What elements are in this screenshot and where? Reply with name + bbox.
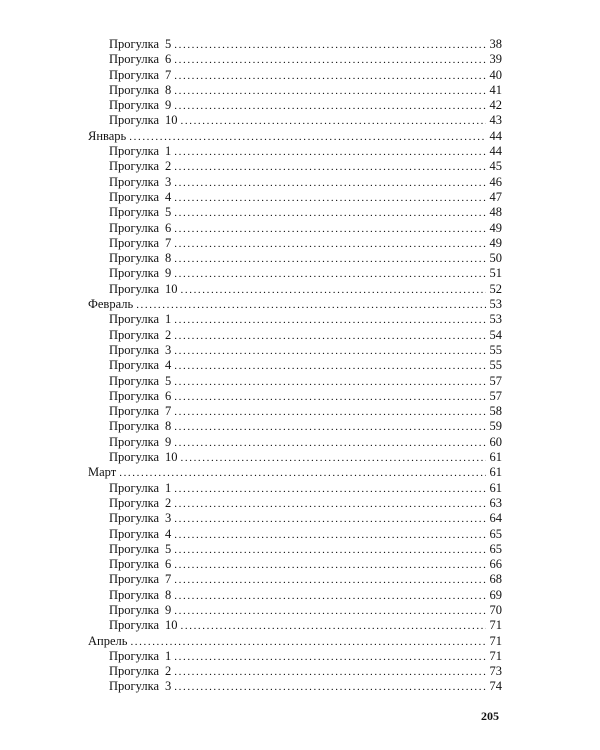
toc-entry-page: 51 bbox=[489, 266, 502, 281]
table-of-contents bbox=[88, 37, 502, 695]
toc-entry-title bbox=[109, 511, 174, 526]
toc-subsection-entry bbox=[88, 343, 502, 358]
toc-subsection-entry bbox=[88, 37, 502, 52]
toc-subsection-entry bbox=[88, 527, 502, 542]
dot-leader bbox=[174, 237, 486, 252]
toc-entry-page: 41 bbox=[489, 82, 502, 97]
toc-entry-label: Прогулка bbox=[109, 511, 160, 526]
dot-leader bbox=[174, 329, 486, 344]
toc-entry-page: 61 bbox=[489, 480, 502, 495]
dot-leader bbox=[174, 313, 486, 328]
toc-subsection-entry bbox=[88, 419, 502, 434]
toc-subsection-entry bbox=[88, 572, 502, 587]
toc-subsection-entry bbox=[88, 159, 502, 174]
dot-leader bbox=[174, 267, 486, 282]
toc-section-entry bbox=[88, 129, 502, 144]
toc-entry-label: Январь bbox=[88, 128, 127, 143]
toc-subsection-entry bbox=[88, 52, 502, 67]
toc-subsection-entry bbox=[88, 496, 502, 511]
toc-subsection-entry bbox=[88, 83, 502, 98]
toc-entry-number: 3 bbox=[165, 511, 172, 526]
dot-leader bbox=[174, 680, 486, 695]
toc-subsection-entry bbox=[88, 450, 502, 465]
toc-entry-page: 71 bbox=[489, 618, 502, 633]
toc-entry-label: Прогулка bbox=[109, 235, 160, 250]
toc-entry-page: 43 bbox=[489, 113, 502, 128]
toc-entry-number: 3 bbox=[165, 679, 172, 694]
toc-entry-title bbox=[109, 205, 174, 220]
toc-entry-page: 55 bbox=[489, 358, 502, 373]
toc-entry-number: 2 bbox=[165, 495, 172, 510]
toc-entry-label: Прогулка bbox=[109, 37, 160, 51]
toc-subsection-entry bbox=[88, 374, 502, 389]
toc-entry-number: 3 bbox=[165, 174, 172, 189]
toc-entry-label: Прогулка bbox=[109, 434, 160, 449]
toc-entry-label: Прогулка bbox=[109, 113, 160, 128]
dot-leader bbox=[174, 206, 486, 221]
toc-entry-title bbox=[109, 389, 174, 404]
toc-subsection-entry bbox=[88, 435, 502, 450]
toc-entry-page: 66 bbox=[489, 557, 502, 572]
toc-entry-title bbox=[109, 572, 174, 587]
toc-subsection-entry bbox=[88, 603, 502, 618]
toc-entry-label: Прогулка bbox=[109, 419, 160, 434]
toc-entry-page: 61 bbox=[489, 465, 502, 480]
toc-entry-page: 53 bbox=[489, 297, 502, 312]
toc-entry-title bbox=[88, 297, 136, 312]
toc-entry-number: 4 bbox=[165, 358, 172, 373]
toc-entry-title bbox=[109, 374, 174, 389]
toc-subsection-entry bbox=[88, 404, 502, 419]
toc-entry-label: Прогулка bbox=[109, 281, 160, 296]
toc-entry-title bbox=[109, 37, 174, 52]
toc-entry-label: Прогулка bbox=[109, 312, 160, 327]
toc-entry-label: Февраль bbox=[88, 297, 134, 312]
dot-leader bbox=[174, 252, 486, 267]
dot-leader bbox=[174, 405, 486, 420]
dot-leader bbox=[174, 573, 486, 588]
toc-entry-label: Прогулка bbox=[109, 220, 160, 235]
toc-entry-label: Прогулка bbox=[109, 52, 160, 67]
toc-entry-title bbox=[88, 634, 130, 649]
toc-entry-number: 6 bbox=[165, 388, 172, 403]
toc-entry-title bbox=[109, 358, 174, 373]
toc-entry-page: 58 bbox=[489, 404, 502, 419]
toc-entry-number: 7 bbox=[165, 572, 172, 587]
toc-subsection-entry bbox=[88, 649, 502, 664]
toc-entry-title bbox=[109, 649, 174, 664]
toc-subsection-entry bbox=[88, 557, 502, 572]
toc-entry-number: 5 bbox=[165, 541, 172, 556]
toc-subsection-entry bbox=[88, 175, 502, 190]
toc-entry-label: Прогулка bbox=[109, 572, 160, 587]
toc-subsection-entry bbox=[88, 98, 502, 113]
toc-subsection-entry bbox=[88, 481, 502, 496]
toc-entry-page: 71 bbox=[489, 633, 502, 648]
toc-subsection-entry bbox=[88, 588, 502, 603]
toc-entry-title bbox=[109, 159, 174, 174]
toc-entry-page: 73 bbox=[489, 664, 502, 679]
toc-subsection-entry bbox=[88, 113, 502, 128]
toc-entry-title bbox=[109, 664, 174, 679]
dot-leader bbox=[174, 497, 486, 512]
toc-entry-page: 74 bbox=[489, 679, 502, 694]
toc-entry-label: Прогулка bbox=[109, 602, 160, 617]
dot-leader bbox=[174, 53, 486, 68]
toc-entry-number: 7 bbox=[165, 67, 172, 82]
dot-leader bbox=[174, 436, 486, 451]
toc-entry-title bbox=[109, 144, 174, 159]
toc-entry-title bbox=[109, 221, 174, 236]
toc-entry-number: 4 bbox=[165, 526, 172, 541]
toc-entry-title bbox=[109, 527, 174, 542]
toc-subsection-entry bbox=[88, 205, 502, 220]
toc-entry-label: Прогулка bbox=[109, 159, 160, 174]
dot-leader bbox=[174, 589, 486, 604]
toc-subsection-entry bbox=[88, 389, 502, 404]
page-number: 205 bbox=[481, 709, 499, 723]
toc-entry-number: 8 bbox=[165, 82, 172, 97]
dot-leader bbox=[174, 176, 486, 191]
toc-subsection-entry bbox=[88, 358, 502, 373]
dot-leader bbox=[174, 375, 486, 390]
toc-entry-title bbox=[109, 679, 174, 694]
toc-entry-page: 70 bbox=[489, 602, 502, 617]
toc-entry-number: 9 bbox=[165, 266, 172, 281]
toc-entry-number: 6 bbox=[165, 52, 172, 67]
toc-section-entry bbox=[88, 465, 502, 480]
toc-entry-number: 10 bbox=[165, 113, 178, 128]
toc-entry-page: 46 bbox=[489, 174, 502, 189]
toc-entry-label: Прогулка bbox=[109, 358, 160, 373]
toc-entry-title bbox=[109, 312, 174, 327]
toc-entry-number: 1 bbox=[165, 648, 172, 663]
toc-entry-title bbox=[109, 618, 181, 633]
dot-leader bbox=[174, 558, 486, 573]
toc-entry-page: 57 bbox=[489, 373, 502, 388]
toc-subsection-entry bbox=[88, 190, 502, 205]
toc-entry-title bbox=[109, 588, 174, 603]
dot-leader bbox=[174, 222, 486, 237]
toc-entry-page: 63 bbox=[489, 495, 502, 510]
toc-entry-page: 60 bbox=[489, 434, 502, 449]
dot-leader bbox=[181, 114, 486, 129]
toc-entry-title bbox=[109, 266, 174, 281]
dot-leader bbox=[129, 130, 486, 145]
toc-subsection-entry bbox=[88, 251, 502, 266]
toc-entry-title bbox=[109, 419, 174, 434]
toc-subsection-entry bbox=[88, 542, 502, 557]
toc-entry-title bbox=[109, 557, 174, 572]
toc-subsection-entry bbox=[88, 282, 502, 297]
toc-entry-number: 7 bbox=[165, 404, 172, 419]
toc-entry-page: 68 bbox=[489, 572, 502, 587]
toc-entry-number: 9 bbox=[165, 602, 172, 617]
dot-leader bbox=[174, 99, 486, 114]
dot-leader bbox=[181, 619, 486, 634]
toc-entry-page: 65 bbox=[489, 526, 502, 541]
toc-entry-title bbox=[109, 190, 174, 205]
toc-subsection-entry bbox=[88, 312, 502, 327]
toc-entry-label: Прогулка bbox=[109, 144, 160, 159]
toc-entry-number: 9 bbox=[165, 98, 172, 113]
toc-entry-page: 38 bbox=[489, 37, 502, 51]
dot-leader bbox=[174, 390, 486, 405]
toc-entry-page: 48 bbox=[489, 205, 502, 220]
toc-entry-number: 6 bbox=[165, 557, 172, 572]
toc-entry-number: 8 bbox=[165, 587, 172, 602]
toc-entry-page: 49 bbox=[489, 235, 502, 250]
dot-leader bbox=[130, 635, 486, 650]
toc-entry-label: Прогулка bbox=[109, 618, 160, 633]
dot-leader bbox=[174, 84, 486, 99]
toc-entry-label: Прогулка bbox=[109, 557, 160, 572]
dot-leader bbox=[174, 69, 486, 84]
toc-entry-label: Прогулка bbox=[109, 327, 160, 342]
toc-subsection-entry bbox=[88, 144, 502, 159]
toc-subsection-entry bbox=[88, 618, 502, 633]
toc-entry-label: Прогулка bbox=[109, 480, 160, 495]
toc-entry-title bbox=[109, 282, 181, 297]
toc-entry-title bbox=[109, 603, 174, 618]
toc-entry-number: 5 bbox=[165, 373, 172, 388]
dot-leader bbox=[174, 543, 486, 558]
dot-leader bbox=[181, 283, 486, 298]
toc-subsection-entry bbox=[88, 236, 502, 251]
toc-entry-label: Апрель bbox=[88, 633, 128, 648]
dot-leader bbox=[174, 160, 486, 175]
toc-entry-title bbox=[109, 496, 174, 511]
toc-entry-number: 1 bbox=[165, 144, 172, 159]
toc-subsection-entry bbox=[88, 221, 502, 236]
toc-entry-label: Прогулка bbox=[109, 251, 160, 266]
toc-section-entry bbox=[88, 634, 502, 649]
toc-entry-label: Прогулка bbox=[109, 388, 160, 403]
toc-entry-label: Прогулка bbox=[109, 189, 160, 204]
toc-entry-number: 6 bbox=[165, 220, 172, 235]
dot-leader bbox=[174, 650, 486, 665]
toc-entry-page: 55 bbox=[489, 342, 502, 357]
toc-subsection-entry bbox=[88, 664, 502, 679]
toc-entry-title bbox=[109, 68, 174, 83]
dot-leader bbox=[174, 482, 486, 497]
toc-entry-page: 69 bbox=[489, 587, 502, 602]
toc-entry-number: 2 bbox=[165, 159, 172, 174]
dot-leader bbox=[174, 512, 486, 527]
toc-entry-title bbox=[109, 251, 174, 266]
toc-entry-label: Прогулка bbox=[109, 495, 160, 510]
toc-entry-title bbox=[109, 236, 174, 251]
toc-entry-page: 71 bbox=[489, 648, 502, 663]
toc-entry-page: 45 bbox=[489, 159, 502, 174]
toc-entry-title bbox=[109, 83, 174, 98]
toc-entry-title bbox=[109, 113, 181, 128]
dot-leader bbox=[119, 466, 486, 481]
toc-entry-label: Прогулка bbox=[109, 450, 160, 465]
toc-entry-number: 1 bbox=[165, 312, 172, 327]
toc-entry-title bbox=[109, 435, 174, 450]
dot-leader bbox=[181, 451, 486, 466]
toc-entry-number: 7 bbox=[165, 235, 172, 250]
dot-leader bbox=[174, 420, 486, 435]
toc-subsection-entry bbox=[88, 511, 502, 526]
toc-entry-number: 2 bbox=[165, 664, 172, 679]
toc-entry-label: Прогулка bbox=[109, 679, 160, 694]
toc-entry-number: 8 bbox=[165, 419, 172, 434]
toc-subsection-entry bbox=[88, 266, 502, 281]
toc-entry-label: Прогулка bbox=[109, 664, 160, 679]
toc-entry-label: Март bbox=[88, 465, 117, 480]
toc-entry-page: 59 bbox=[489, 419, 502, 434]
toc-entry-label: Прогулка bbox=[109, 266, 160, 281]
toc-entry-page: 39 bbox=[489, 52, 502, 67]
toc-entry-label: Прогулка bbox=[109, 205, 160, 220]
toc-entry-page: 61 bbox=[489, 450, 502, 465]
toc-entry-title bbox=[109, 404, 174, 419]
toc-subsection-entry bbox=[88, 328, 502, 343]
dot-leader bbox=[174, 665, 486, 680]
toc-entry-number: 9 bbox=[165, 434, 172, 449]
toc-entry-page: 40 bbox=[489, 67, 502, 82]
toc-entry-page: 44 bbox=[489, 128, 502, 143]
toc-entry-number: 5 bbox=[165, 205, 172, 220]
toc-entry-page: 50 bbox=[489, 251, 502, 266]
toc-entry-label: Прогулка bbox=[109, 648, 160, 663]
dot-leader bbox=[174, 344, 486, 359]
toc-entry-number: 4 bbox=[165, 189, 172, 204]
toc-subsection-entry bbox=[88, 679, 502, 694]
toc-entry-page: 42 bbox=[489, 98, 502, 113]
toc-entry-page: 65 bbox=[489, 541, 502, 556]
toc-entry-page: 53 bbox=[489, 312, 502, 327]
toc-entry-label: Прогулка bbox=[109, 82, 160, 97]
toc-entry-title bbox=[109, 52, 174, 67]
toc-entry-title bbox=[88, 465, 119, 480]
toc-entry-title bbox=[109, 450, 181, 465]
toc-section-entry bbox=[88, 297, 502, 312]
toc-entry-page: 47 bbox=[489, 189, 502, 204]
toc-entry-label: Прогулка bbox=[109, 342, 160, 357]
dot-leader bbox=[174, 191, 486, 206]
toc-entry-number: 3 bbox=[165, 342, 172, 357]
toc-entry-page: 49 bbox=[489, 220, 502, 235]
toc-entry-number: 10 bbox=[165, 281, 178, 296]
toc-entry-label: Прогулка bbox=[109, 541, 160, 556]
toc-entry-title bbox=[109, 481, 174, 496]
toc-entry-page: 44 bbox=[489, 144, 502, 159]
toc-entry-label: Прогулка bbox=[109, 587, 160, 602]
toc-entry-number: 10 bbox=[165, 450, 178, 465]
toc-entry-page: 57 bbox=[489, 388, 502, 403]
toc-entry-number: 2 bbox=[165, 327, 172, 342]
toc-entry-label: Прогулка bbox=[109, 174, 160, 189]
toc-entry-title bbox=[88, 129, 129, 144]
toc-entry-title bbox=[109, 343, 174, 358]
toc-subsection-entry bbox=[88, 68, 502, 83]
toc-entry-label: Прогулка bbox=[109, 373, 160, 388]
dot-leader bbox=[174, 359, 486, 374]
toc-entry-title bbox=[109, 175, 174, 190]
toc-entry-page: 64 bbox=[489, 511, 502, 526]
toc-entry-label: Прогулка bbox=[109, 98, 160, 113]
toc-entry-label: Прогулка bbox=[109, 404, 160, 419]
toc-entry-label: Прогулка bbox=[109, 67, 160, 82]
toc-entry-number: 1 bbox=[165, 480, 172, 495]
toc-entry-title bbox=[109, 328, 174, 343]
toc-entry-number: 8 bbox=[165, 251, 172, 266]
toc-entry-title bbox=[109, 98, 174, 113]
dot-leader bbox=[174, 528, 486, 543]
toc-entry-number: 10 bbox=[165, 618, 178, 633]
toc-entry-label: Прогулка bbox=[109, 526, 160, 541]
dot-leader bbox=[174, 604, 486, 619]
dot-leader bbox=[174, 145, 486, 160]
toc-entry-title bbox=[109, 542, 174, 557]
dot-leader bbox=[136, 298, 486, 313]
toc-entry-page: 52 bbox=[489, 281, 502, 296]
dot-leader bbox=[174, 38, 486, 53]
toc-entry-page: 54 bbox=[489, 327, 502, 342]
toc-entry-number: 5 bbox=[165, 37, 172, 51]
